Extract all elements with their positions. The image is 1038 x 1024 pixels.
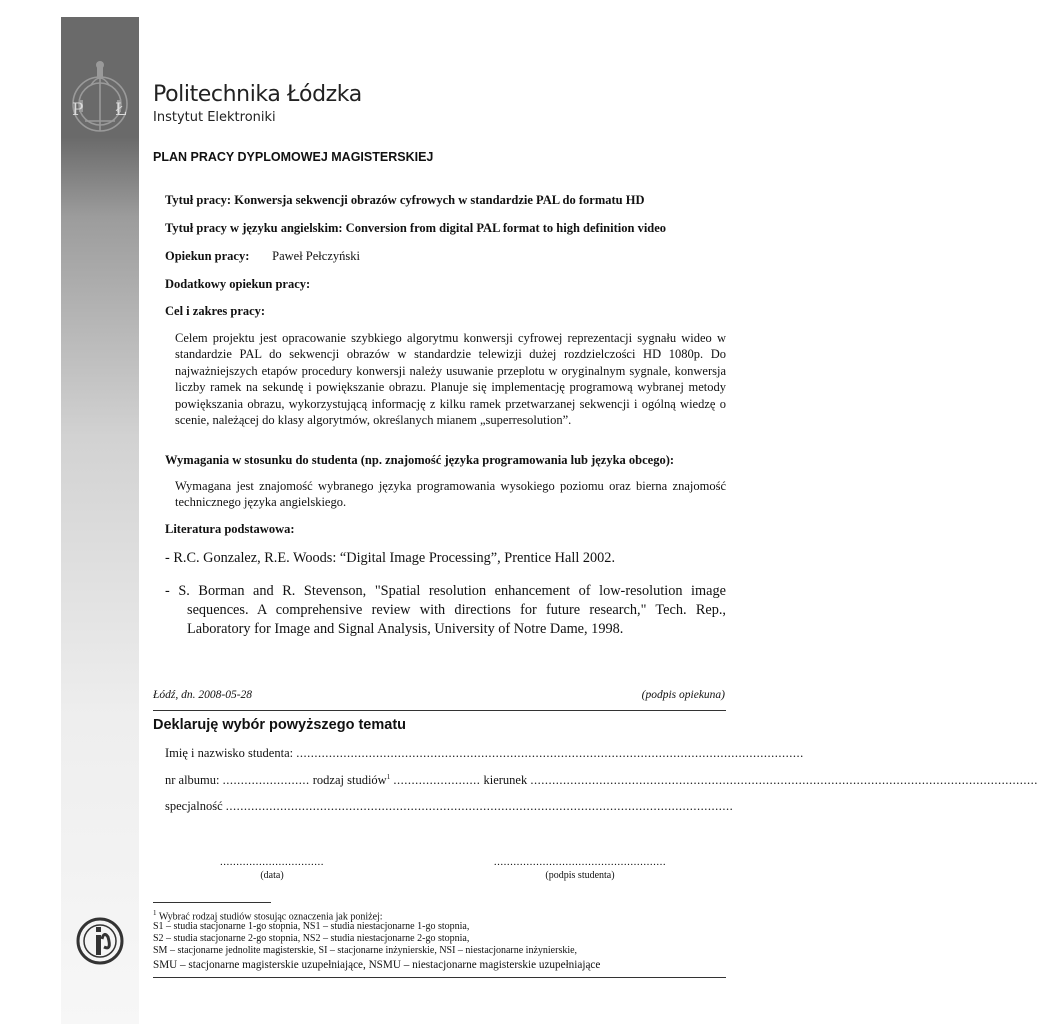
footnote-line: S2 – studia stacjonarne 2-go stopnia, NS2 – studia niestacjonarne 2-go stopnia, xyxy=(153,933,470,944)
album-study-direction-field[interactable] xyxy=(165,773,1038,788)
instytut-elektroniki-logo-icon xyxy=(76,917,124,965)
footnote-divider xyxy=(153,902,271,903)
reference-item: - R.C. Gonzalez, R.E. Woods: “Digital Image Processing”, Prentice Hall 2002. xyxy=(165,550,616,566)
student-name-label: Imię i nazwisko studenta: xyxy=(165,746,294,760)
specialty-field[interactable] xyxy=(165,799,734,814)
requirements-label: Wymagania w stosunku do studenta (np. znajomość języka programowania lub języka obcego): xyxy=(165,453,675,467)
album-label: nr albumu: xyxy=(165,773,220,788)
requirements-text: Wymagana jest znajomość wybranego języka programowania wysokiego poziomu oraz bierna znajomość technicznego języka angielskiego. xyxy=(175,479,726,510)
thesis-title-label: Tytuł pracy: xyxy=(165,193,232,207)
footnote-mark: 1 xyxy=(153,909,157,917)
supervisor-value: Paweł Pełczyński xyxy=(272,249,360,263)
footnote-line-last: SMU – stacjonarne magisterskie uzupełniające, NSMU – niestacjonarne magisterskie uzupełniające xyxy=(153,959,601,971)
footnote-intro-text: Wybrać rodzaj studiów stosując oznaczenia jak poniżej: xyxy=(158,911,383,923)
footnote-ref: 1 xyxy=(386,773,391,781)
thesis-title-en-label: Tytuł pracy w języku angielskim: xyxy=(165,221,343,235)
extra-supervisor-label: Dodatkowy opiekun pracy: xyxy=(165,277,311,291)
supervisor-row xyxy=(165,249,360,264)
date-signature-block[interactable] xyxy=(212,856,332,881)
reference-item: - S. Borman and R. Stevenson, "Spatial resolution enhancement of low-resolution image sequences. A comprehensive review with directions for future research," Tech. Rep., Laboratory for Image and Signal Analysis, University of Notre Dame, 1998. xyxy=(165,583,726,637)
declaration-heading: Deklaruję wybór powyższego tematu xyxy=(153,717,407,733)
date-dots: ................................ xyxy=(220,856,324,868)
student-signature-dots: ..................................................... xyxy=(493,856,667,868)
institute-name: Instytut Elektroniki xyxy=(153,110,276,125)
literature-label: Literatura podstawowa: xyxy=(165,522,295,536)
goal-label: Cel i zakres pracy: xyxy=(165,304,266,318)
student-name-field[interactable] xyxy=(165,746,804,761)
document-title: PLAN PRACY DYPLOMOWEJ MAGISTERSKIEJ xyxy=(153,150,434,164)
university-name: Politechnika Łódzka xyxy=(153,82,362,107)
supervisor-signature-caption: (podpis opiekuna) xyxy=(641,689,725,701)
footnote-line: SM – stacjonarne jednolite magisterskie, SI – stacjonarne inżynierskie, NSI – niestacjonarne inżynierskie, xyxy=(153,945,578,956)
goal-text: Celem projektu jest opracowanie szybkiego algorytmu konwersji cyfrowej reprezentacji sygnału wideo w standardzie PAL do sekwencji obrazów w standardzie telewizji dużej rozdzielczości HD 1080p. Do najważniejszych etapów procedury konwersji należy usuwanie przeplotu w oryginalnym sygnale, konwersja liczby ramek na sekundę i powiększanie obrazu. Planuje się implementację programową wybranej metody powiększania obrazu, wykorzystującą informację z kilku ramek przetwarzanej sekwencji i ogólną wiedzę o scenie, należącej do klasy algorytmów, określanych mianem „superresolution”. xyxy=(175,331,726,428)
study-type-label: rodzaj studiów xyxy=(312,773,387,788)
bottom-divider xyxy=(153,977,726,978)
document-date: Łódź, dn. 2008-05-28 xyxy=(153,689,253,701)
direction-dots: ............................................................................................................................................ xyxy=(530,773,1038,788)
student-signature-caption: (podpis studenta) xyxy=(545,870,615,881)
thesis-title-row xyxy=(165,193,644,208)
specialty-label: specjalność xyxy=(165,799,223,813)
direction-label: kierunek xyxy=(483,773,528,788)
sidebar-band xyxy=(61,17,139,1024)
student-signature-block[interactable] xyxy=(490,856,670,881)
student-name-dots: ............................................................................................................................................ xyxy=(296,746,804,760)
thesis-title-en-row xyxy=(165,221,666,236)
specialty-dots: ............................................................................................................................................ xyxy=(225,799,734,813)
study-type-dots: ........................ xyxy=(393,773,481,788)
date-caption: (data) xyxy=(260,870,284,881)
emblem-letter-p: P xyxy=(72,100,84,120)
emblem-letter-l: Ł xyxy=(115,100,127,120)
footnote-line: S1 – studia stacjonarne 1-go stopnia, NS1 – studia niestacjonarne 1-go stopnia, xyxy=(153,921,470,932)
supervisor-label: Opiekun pracy: xyxy=(165,249,250,263)
album-dots: ........................ xyxy=(222,773,310,788)
thesis-title-en-value: Conversion from digital PAL format to high definition video xyxy=(345,221,667,235)
university-emblem-icon xyxy=(61,57,139,147)
thesis-title-value: Konwersja sekwencji obrazów cyfrowych w standardzie PAL do formatu HD xyxy=(234,193,645,207)
section-divider xyxy=(153,710,726,711)
